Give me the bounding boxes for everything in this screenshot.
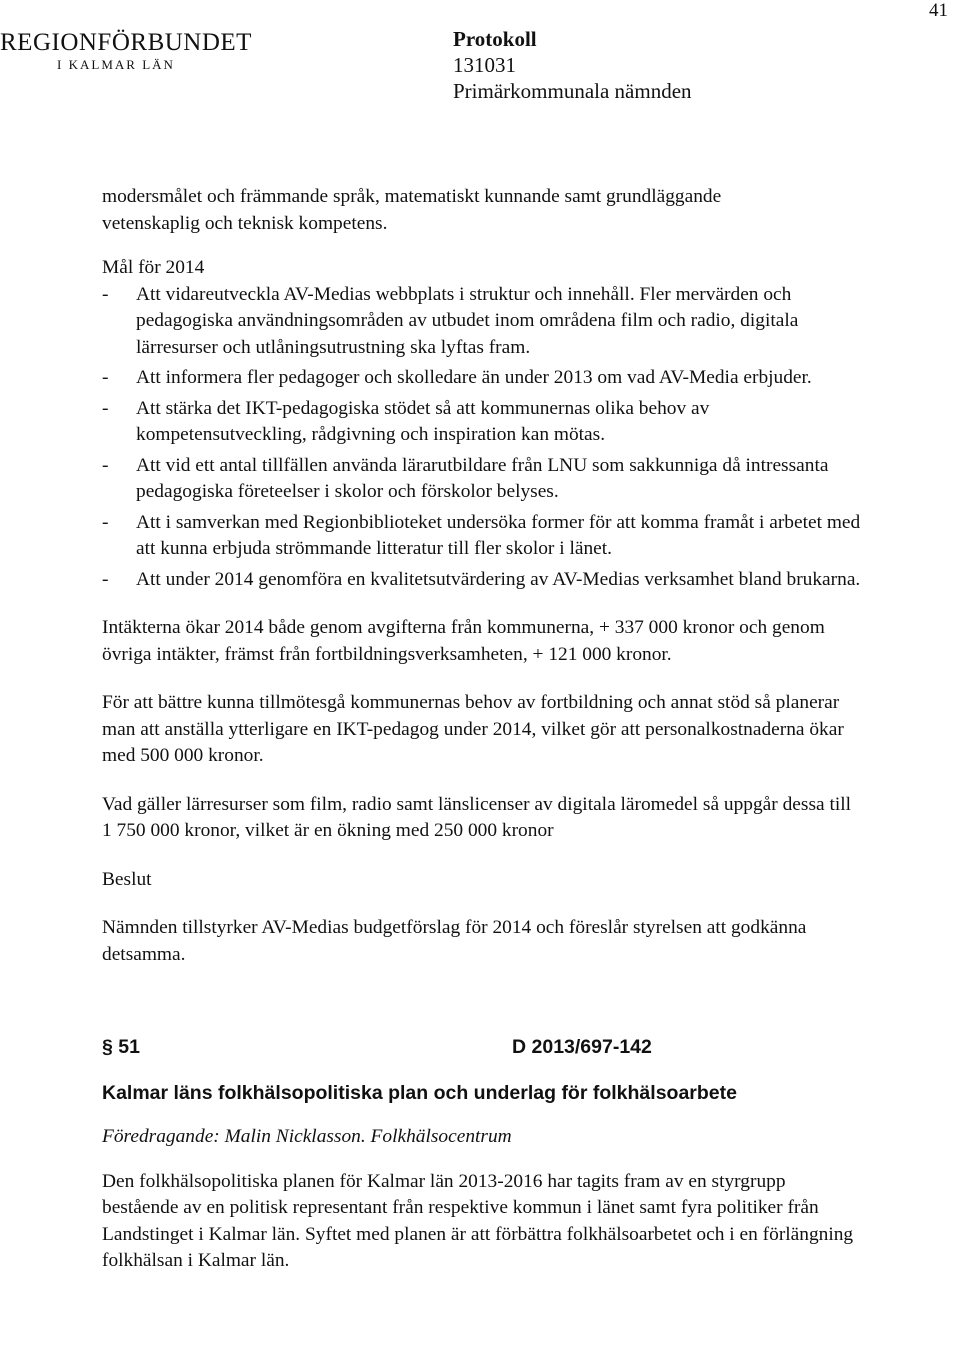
intro-line: vetenskaplig och teknisk kompetens.: [102, 212, 388, 234]
document-date: 131031: [453, 53, 516, 77]
goals-list: [102, 282, 862, 594]
section-header: [102, 1034, 862, 1060]
presenter-line: Föredragande: Malin Nicklasson. Folkhälsocentrum: [102, 1126, 512, 1147]
decision-text: Nämnden tillstyrker AV-Medias budgetförslag för 2014 och föreslår styrelsen att godkänna detsamma.: [102, 917, 807, 965]
section-title: Kalmar läns folkhälsopolitiska plan och underlag för folkhälsoarbete: [102, 1082, 737, 1104]
intro-paragraph: [102, 184, 862, 237]
section-body: Den folkhälsopolitiska planen för Kalmar län 2013-2016 har tagits fram av en styrgrupp bestående av en politisk representant från respektive kommun i länet samt fyra politiker från Landstinget i Kalmar län. Syftet med planen är att förbättra folkhälsoarbetet och i en förlängning folkhälsan i Kalmar län.: [102, 1170, 854, 1271]
resources-paragraph: Vad gäller lärresurser som film, radio samt länslicenser av digitala läromedel så uppgår dessa till 1 750 000 kronor, vilket är en ökning med 250 000 kronor: [102, 793, 851, 841]
page-content: [102, 184, 862, 1275]
logo-main-text: REGIONFÖRBUNDET: [0, 29, 252, 56]
section-number: § 51: [102, 1036, 140, 1058]
committee-name: Primärkommunala nämnden: [453, 79, 692, 103]
list-item: - Att under 2014 genomföra en kvalitetsutvärdering av AV-Medias verksamhet bland brukarna.: [102, 567, 862, 594]
list-item: - Att i samverkan med Regionbiblioteket undersöka former för att komma framåt i arbetet med att kunna erbjuda strömmande litteratur till fler skolor i länet.: [102, 510, 862, 563]
document-type: Protokoll: [453, 27, 537, 51]
regionforbundet-logo: [0, 29, 252, 72]
page-number: 41: [929, 0, 948, 21]
logo-sub-text: I KALMAR LÄN: [57, 57, 175, 72]
list-item: - Att informera fler pedagoger och skolledare än under 2013 om vad AV-Media erbjuder.: [102, 365, 862, 392]
document-header: [453, 26, 692, 104]
goals-heading: Mål för 2014: [102, 257, 205, 278]
diary-number: D 2013/697-142: [512, 1036, 652, 1058]
list-item: - Att vidareutveckla AV-Medias webbplats i struktur och innehåll. Fler mervärden och pedagogiska användningsområden av utbudet inom områdena film och radio, digitala lärresurser och utlåningsutrustning ska lyftas fram.: [102, 282, 862, 362]
list-item: - Att vid ett antal tillfällen använda lärarutbildare från LNU som sakkunniga då intressanta pedagogiska företeelser i skolor och förskolor belyses.: [102, 453, 862, 506]
decision-heading: Beslut: [102, 868, 152, 890]
list-item: - Att stärka det IKT-pedagogiska stödet så att kommunernas olika behov av kompetensutveckling, rådgivning och inspiration kan mötas.: [102, 396, 862, 449]
income-paragraph: Intäkterna ökar 2014 både genom avgifterna från kommunerna, + 337 000 kronor och genom övriga intäkter, främst från fortbildningsverksamheten, + 121 000 kronor.: [102, 617, 825, 665]
staff-paragraph: För att bättre kunna tillmötesgå kommunernas behov av fortbildning och annat stöd så planerar man att anställa ytterligare en IKT-pedagog under 2014, vilket gör att personalkostnaderna ökar med 500 000 kronor.: [102, 692, 844, 766]
intro-line: modersmålet och främmande språk, matematiskt kunnande samt grundläggande: [102, 186, 722, 207]
